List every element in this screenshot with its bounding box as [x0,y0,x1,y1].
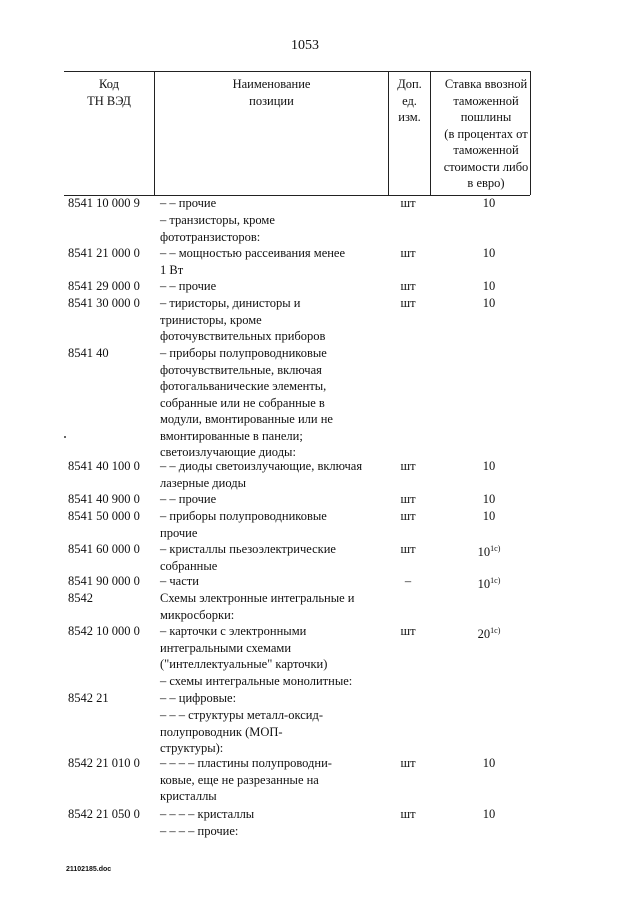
row-name: – приборы полупроводниковые прочие [160,509,327,540]
page-number: 1053 [291,38,319,53]
row-unit: шт [400,807,416,821]
row-code: 8542 21 010 0 [68,756,140,770]
row-rate-value: 10 [477,577,491,591]
row-name: – карточки с электронными интегральными схемами ("интеллектуальные" карточки) [160,624,328,671]
row-unit: шт [400,492,416,506]
row-code: 8541 21 000 0 [68,246,140,260]
row-code: 8541 60 000 0 [68,542,140,556]
row-unit: шт [400,624,416,638]
row-rate-footnote: 1с) [490,544,501,553]
row-rate-value: 10 [482,492,496,506]
row-unit: шт [400,296,416,310]
row-code: 8541 30 000 0 [68,296,140,310]
row-name: – кристаллы пьезоэлектрические собранные [160,542,336,573]
row-rate-value: 10 [482,279,496,293]
header-name: Наименование позиции [232,77,311,108]
row-rate [436,491,542,508]
row-code: 8542 10 000 0 [68,624,140,638]
row-name: – приборы полупроводниковые фоточувствительные, включая фотогальванические элементы, собранные или не собранные в модули, вмонтированные или не вмонтированные в панели; светоизлучающие диоды: [160,346,333,459]
row-name: – транзисторы, кроме фототранзисторов: [160,213,275,244]
row-rate-value: 10 [482,296,496,310]
row-rate [436,806,542,823]
row-rate [436,295,542,312]
row-rate [436,755,542,772]
row-unit: шт [400,196,416,210]
row-unit: шт [400,279,416,293]
row-rate [436,623,542,643]
row-code: 8542 21 050 0 [68,807,140,821]
row-rate-value: 10 [482,807,496,821]
row-code: 8542 [68,591,93,605]
row-rate [436,573,542,593]
row-unit: шт [400,459,416,473]
row-name: – схемы интегральные монолитные: [160,674,353,688]
row-unit: шт [400,756,416,770]
row-name: – – – структуры металл-оксид- полупроводник (МОП- структуры): [160,708,323,755]
row-rate [436,195,542,212]
row-code: 8541 50 000 0 [68,509,140,523]
row-name: – – – – прочие: [160,824,239,838]
row-code: 8541 40 [68,346,109,360]
row-code: 8541 40 900 0 [68,492,140,506]
row-code: 8541 10 000 9 [68,196,140,210]
row-name: – – прочие [160,492,217,506]
row-name: – – мощностью рассеивания менее 1 Вт [160,246,346,277]
row-name: – – прочие [160,196,217,210]
row-code: 8542 21 [68,691,109,705]
row-name: – части [160,574,199,588]
row-unit: шт [400,509,416,523]
row-rate-value: 10 [482,196,496,210]
scan-speck [64,436,66,438]
header-unit: Доп. ед. изм. [397,77,422,124]
row-rate [436,458,542,475]
row-name: – – прочие [160,279,217,293]
row-rate [436,508,542,525]
row-rate [436,541,542,561]
row-rate-value: 10 [477,545,491,559]
row-code: 8541 90 000 0 [68,574,140,588]
row-code: 8541 40 100 0 [68,459,140,473]
header-rate: Ставка ввозной таможенной пошлины (в процентах от таможенной стоимости либо в евро) [443,77,529,190]
table-top-rule [64,71,530,72]
row-rate-value: 10 [482,459,496,473]
row-rate-value: 10 [482,509,496,523]
row-name: – – – – пластины полупроводни- ковые, еще не разрезанные на кристаллы [160,756,332,803]
header-code: Код ТН ВЭД [87,77,131,108]
footer-filename: 21102185.doc [66,866,112,873]
row-name: – – диоды светоизлучающие, включая лазерные диоды [160,459,363,490]
row-name: – тиристоры, динисторы и тринисторы, кроме фоточувствительных приборов [160,296,326,343]
row-rate [436,245,542,262]
row-code: 8541 29 000 0 [68,279,140,293]
row-name: – – цифровые: [160,691,237,705]
row-rate-footnote: 1с) [490,626,501,635]
row-unit: – [404,574,412,588]
row-name: – – – – кристаллы [160,807,255,821]
row-rate-value: 20 [477,627,491,641]
row-rate [436,278,542,295]
row-name: Схемы электронные интегральные и микросборки: [160,591,355,622]
row-rate-footnote: 1с) [490,576,501,585]
row-unit: шт [400,542,416,556]
row-rate-value: 10 [482,756,496,770]
row-rate-value: 10 [482,246,496,260]
row-unit: шт [400,246,416,260]
